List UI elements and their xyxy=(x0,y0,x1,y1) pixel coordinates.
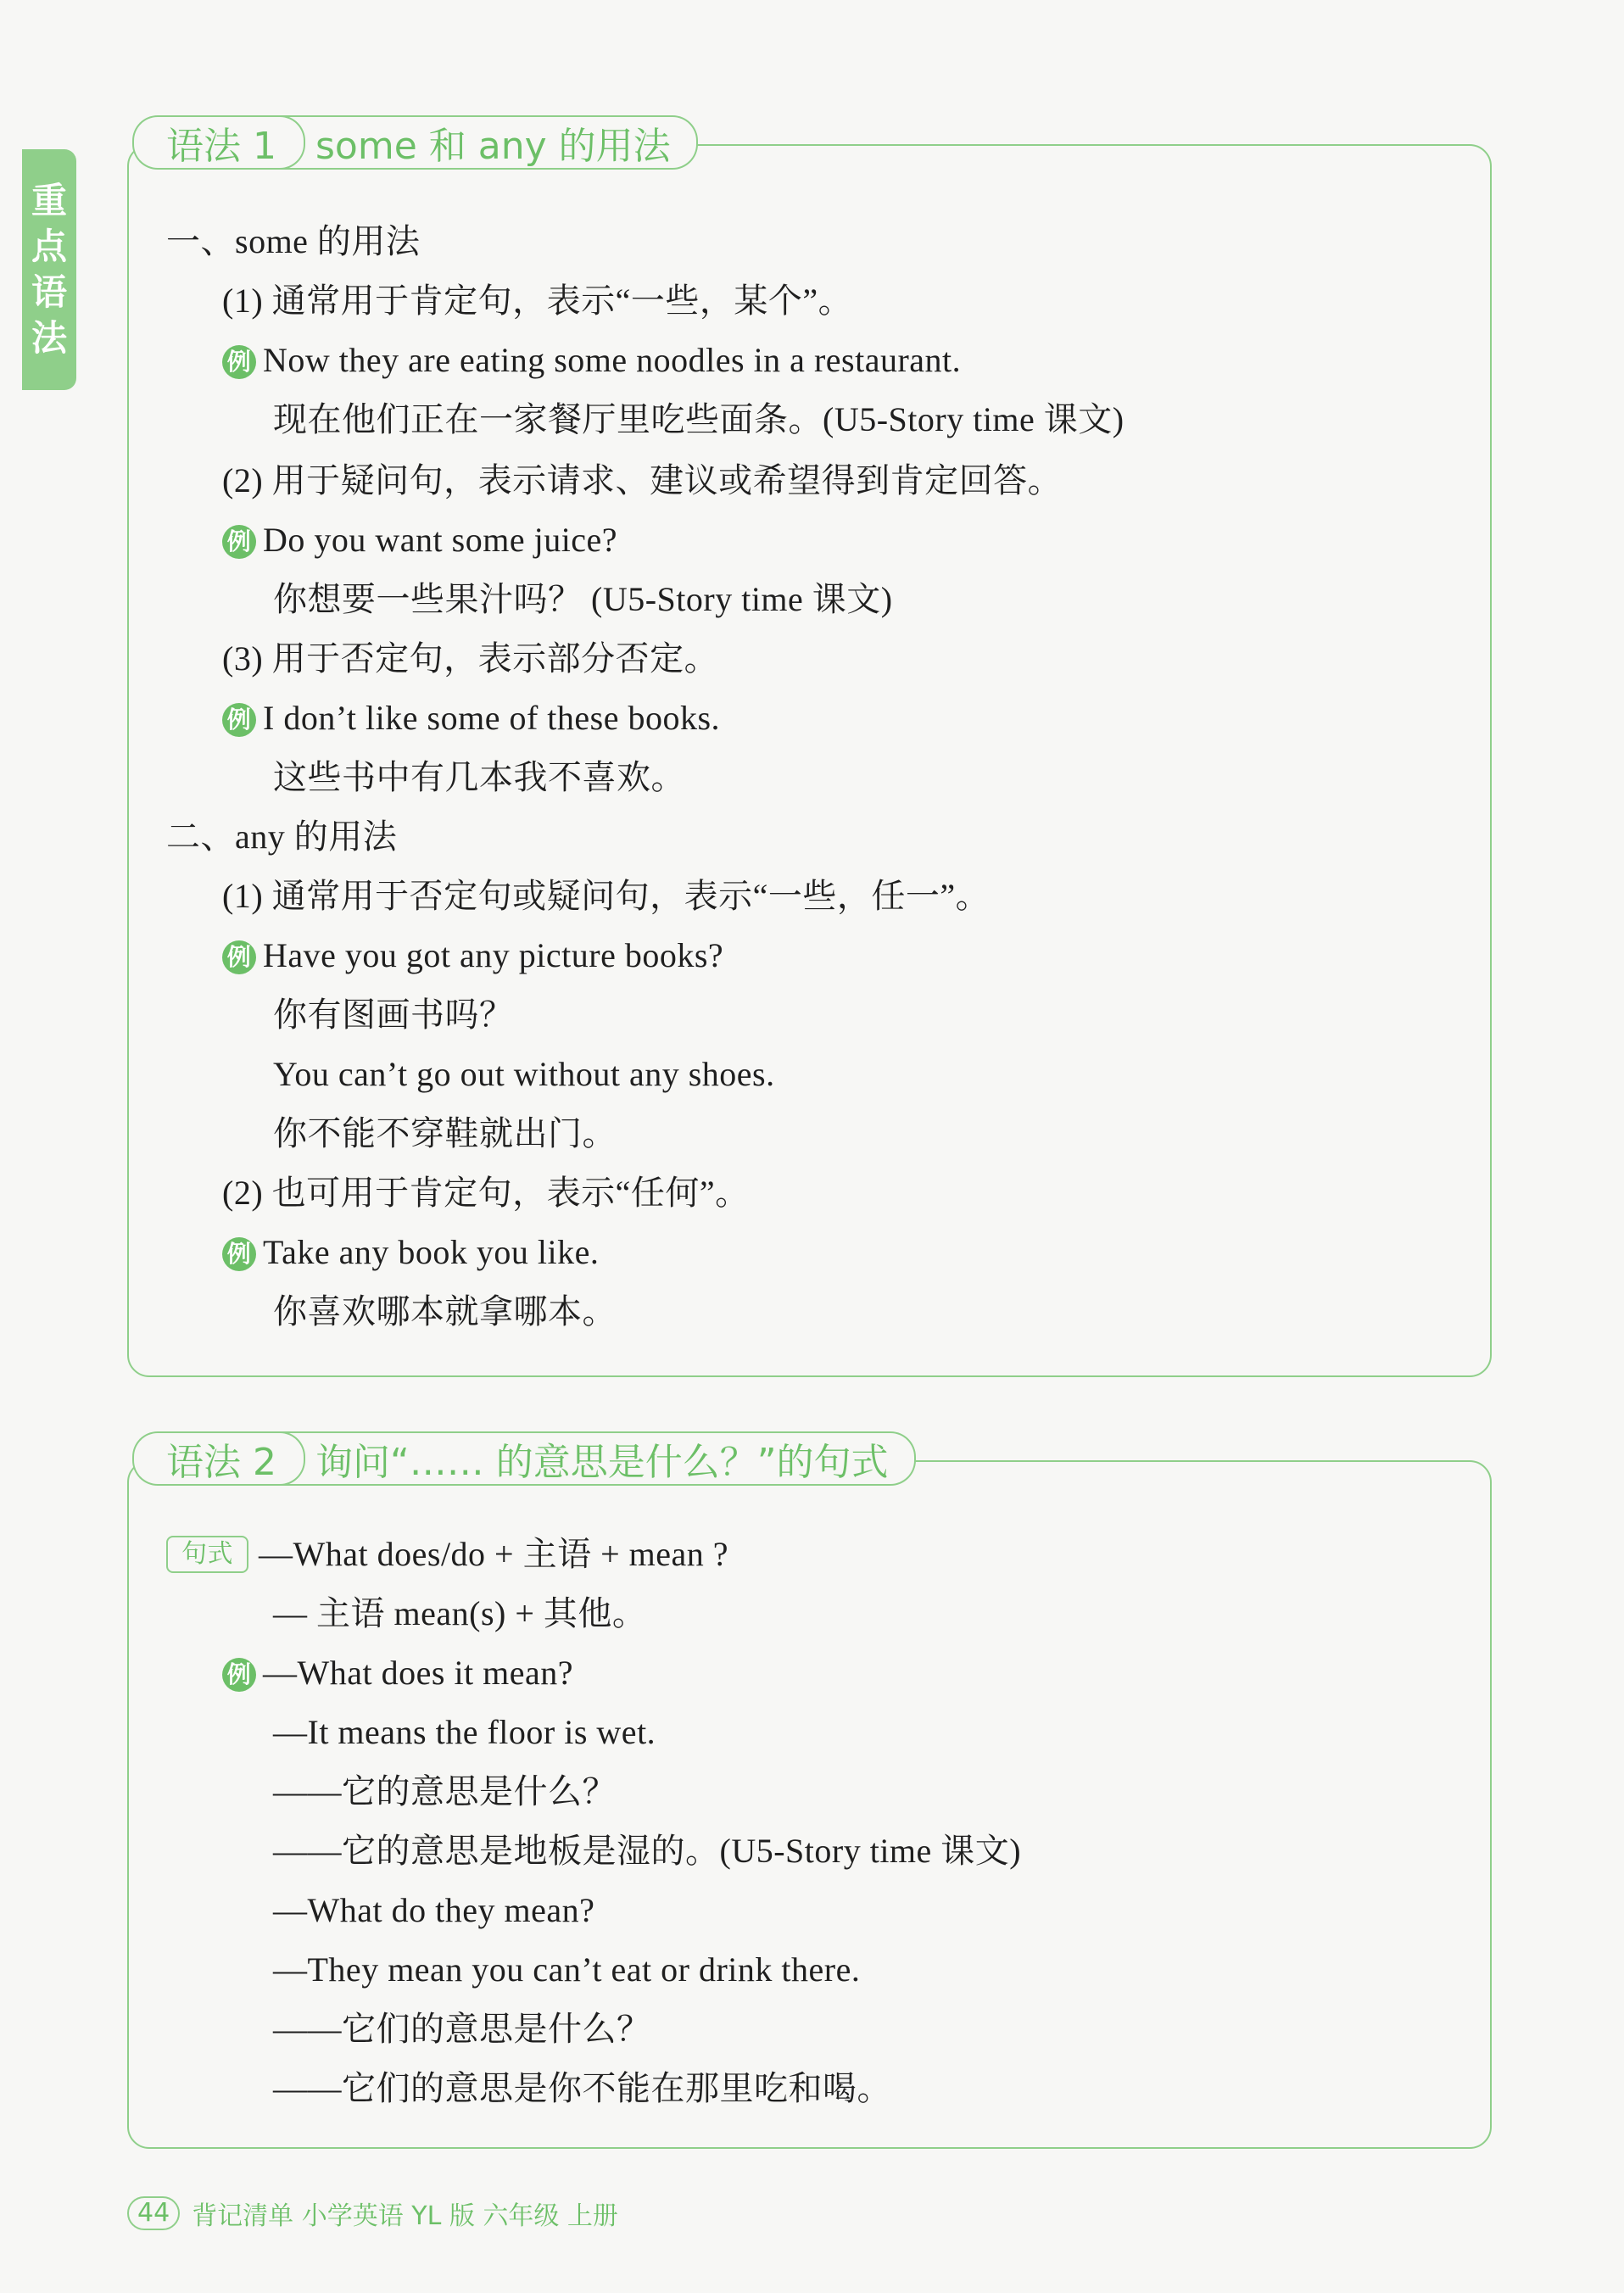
example-icon: 例 xyxy=(222,345,256,379)
example-icon: 例 xyxy=(222,1658,256,1692)
example-text: —What do they mean? xyxy=(273,1891,595,1929)
example-line xyxy=(222,934,723,977)
rule-line: (1) 通常用于否定句或疑问句，表示“一些，任一”。 xyxy=(222,877,991,915)
translation-line: ——它的意思是地板是湿的。(U5-Story time 课文) xyxy=(273,1832,1022,1870)
example-text: —It means the floor is wet. xyxy=(273,1713,656,1751)
example-text: Now they are eating some noodles in a restaurant. xyxy=(263,341,962,379)
example-text: You can’t go out without any shoes. xyxy=(273,1055,775,1093)
translation-line: 现在他们正在一家餐厅里吃些面条。(U5-Story time 课文) xyxy=(273,400,1125,438)
example-line xyxy=(222,1231,599,1274)
section-1-tag: 语法 1 xyxy=(132,115,292,170)
translation-line: 这些书中有几本我不喜欢。 xyxy=(273,758,685,796)
section-1-title: some 和 any 的用法 xyxy=(292,115,698,170)
example-text: Have you got any picture books? xyxy=(263,936,724,974)
section-2-title: 询问“…… 的意思是什么？”的句式 xyxy=(292,1431,916,1486)
rule-line: (2) 用于疑问句，表示请求、建议或希望得到肯定回答。 xyxy=(222,461,1063,499)
subheading-any: 二、any 的用法 xyxy=(166,817,398,856)
example-icon: 例 xyxy=(222,525,256,559)
example-line xyxy=(222,339,961,382)
section-2-tag: 语法 2 xyxy=(132,1431,292,1486)
translation-line: 你想要一些果汁吗？ (U5-Story time 课文) xyxy=(273,580,893,618)
translation-line: ——它的意思是什么？ xyxy=(273,1772,617,1810)
example-text: I don’t like some of these books. xyxy=(263,699,721,737)
pattern-question: —What does/do + 主语 + mean ? xyxy=(259,1535,729,1573)
example-line xyxy=(222,697,720,739)
example-icon: 例 xyxy=(222,940,256,974)
page-number: 44 xyxy=(127,2196,180,2230)
pattern-answer: — 主语 mean(s) + 其他。 xyxy=(273,1594,647,1632)
example-text: Take any book you like. xyxy=(263,1233,600,1271)
translation-line: 你不能不穿鞋就出门。 xyxy=(273,1114,617,1152)
side-tab-char: 重 xyxy=(31,180,67,221)
side-tab-char: 语 xyxy=(31,271,67,313)
footer-text: 背记清单 小学英语 YL 版 六年级 上册 xyxy=(192,2201,618,2231)
translation-line: ——它们的意思是什么？ xyxy=(273,2010,651,2048)
example-text: —They mean you can’t eat or drink there. xyxy=(273,1950,861,1989)
side-tab-char: 法 xyxy=(31,317,67,359)
pattern-line xyxy=(166,1533,728,1576)
translation-line: 你有图画书吗？ xyxy=(273,996,514,1034)
example-icon: 例 xyxy=(222,1237,256,1271)
subheading-some: 一、some 的用法 xyxy=(166,222,421,260)
translation-line: ——它们的意思是你不能在那里吃和喝。 xyxy=(273,2069,891,2107)
example-text: —What does it mean? xyxy=(263,1654,574,1692)
rule-line: (2) 也可用于肯定句，表示“任何”。 xyxy=(222,1174,750,1212)
side-tab-char: 点 xyxy=(31,226,67,267)
rule-line: (3) 用于否定句，表示部分否定。 xyxy=(222,639,719,678)
pattern-label: 句式 xyxy=(166,1536,248,1573)
example-icon: 例 xyxy=(222,703,256,737)
example-line xyxy=(222,1652,573,1694)
rule-line: (1) 通常用于肯定句，表示“一些，某个”。 xyxy=(222,282,853,320)
section-2-heading xyxy=(132,1431,916,1486)
section-1-heading xyxy=(132,115,698,170)
side-tab-key-grammar xyxy=(22,149,76,390)
translation-line: 你喜欢哪本就拿哪本。 xyxy=(273,1292,617,1331)
example-line xyxy=(222,519,617,561)
footer xyxy=(127,2195,618,2232)
example-text: Do you want some juice? xyxy=(263,521,618,559)
